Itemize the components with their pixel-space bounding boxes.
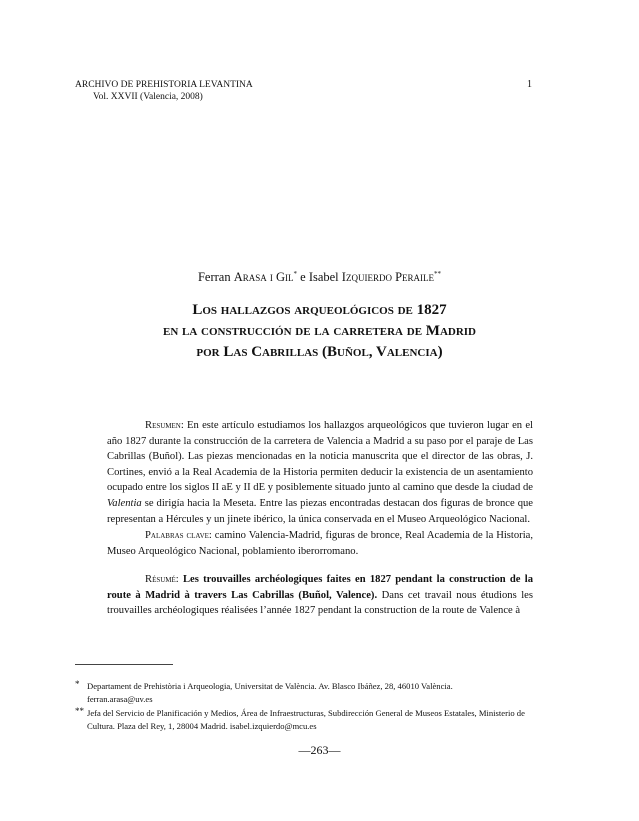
- author1-last-name: Arasa i Gil: [233, 270, 294, 285]
- page-number: 1: [527, 79, 532, 90]
- abstract-italic-word: Valentia: [107, 497, 142, 509]
- journal-volume: Vol. XXVII (Valencia, 2008): [93, 92, 203, 102]
- footnote-1: [75, 680, 535, 705]
- keywords-text: camino Valencia-Madrid, figuras de bronce, Real Academia de la Historia, Museo Arqueológico Nacional, poblamiento iberorromano.: [107, 530, 533, 557]
- footnote-1-text: Departament de Prehistòria i Arqueologia, Universitat de València. Av. Blasco Ibáñez, 28, 46010 València.: [87, 681, 453, 691]
- resume-bold-title: Les trouvailles archéologiques faites en 1827 pendant la construction de la route à Madrid à travers Las Cabrillas (Buñol, Valence).: [107, 574, 533, 601]
- footnote-1-mark: *: [75, 679, 80, 689]
- footnote-2: [75, 707, 535, 732]
- keywords-paragraph: [107, 528, 533, 559]
- title-line-1: Los hallazgos arqueológicos de 1827: [192, 302, 447, 318]
- author2-last-name: Izquierdo Peraile: [341, 270, 435, 285]
- abstract-paragraph: [107, 418, 533, 527]
- keywords-label: Palabras clave:: [145, 530, 212, 542]
- title-line-3: por Las Cabrillas (Buñol, Valencia): [196, 344, 443, 360]
- authors-line: [0, 270, 639, 285]
- author-conjunction: e Isabel: [297, 270, 342, 285]
- abstract-label: Resumen:: [145, 420, 184, 431]
- abstract-section: [107, 418, 533, 559]
- folio: —263—: [298, 743, 341, 757]
- article-title: [0, 300, 639, 363]
- abstract-text-1: En este artículo estudiamos los hallazgos arqueológicos que tuvieron lugar en el año 1827 durante la construcción de la carretera de Valencia a Madrid a su paso por el paraje de Las Cabrillas (Buñol). Las piezas mencionadas en la noticia manuscrita que el director de las obras, J. Cortines, envió a la Real Academia de la Historia permiten deducir la existencia de un asentamiento ocupado entre los siglos II aE y II dE y posiblemente situado junto al camino que desde la ciudad de: [107, 420, 533, 494]
- footnote-1-email: ferran.arasa@uv.es: [87, 693, 153, 704]
- author1-footnote-mark: *: [293, 270, 298, 278]
- author2-footnote-mark: **: [434, 270, 442, 278]
- resume-section: [107, 572, 533, 619]
- footnote-divider: [75, 664, 173, 665]
- author1-first-name: Ferran: [197, 270, 234, 285]
- footnote-2-mark: **: [75, 706, 84, 716]
- resume-label: Résumé:: [145, 574, 179, 585]
- abstract-text-2: se dirigía hacia la Meseta. Entre las piezas encontradas destacan dos figuras de bronce que representan a Hércules y un jinete ibérico, la única conservada en el Museo Arqueológico Nacional.: [107, 497, 533, 525]
- journal-name: ARCHIVO DE PREHISTORIA LEVANTINA: [75, 80, 253, 90]
- journal-header: [75, 79, 253, 103]
- resume-text: Dans cet travail nous étudions les trouvailles archéologiques réalisées l’année 1827 pendant la construction de la route de Valence à: [107, 589, 533, 617]
- resume-paragraph: [107, 572, 533, 619]
- footnote-2-text: Jefa del Servicio de Planificación y Medios, Área de Infraestructuras, Subdirección General de Museos Estatales, Ministerio de Cultura. Plaza del Rey, 1, 28004 Madrid. isabel.izquierdo@mcu.es: [87, 708, 525, 731]
- title-line-2: en la construcción de la carretera de Madrid: [163, 323, 476, 339]
